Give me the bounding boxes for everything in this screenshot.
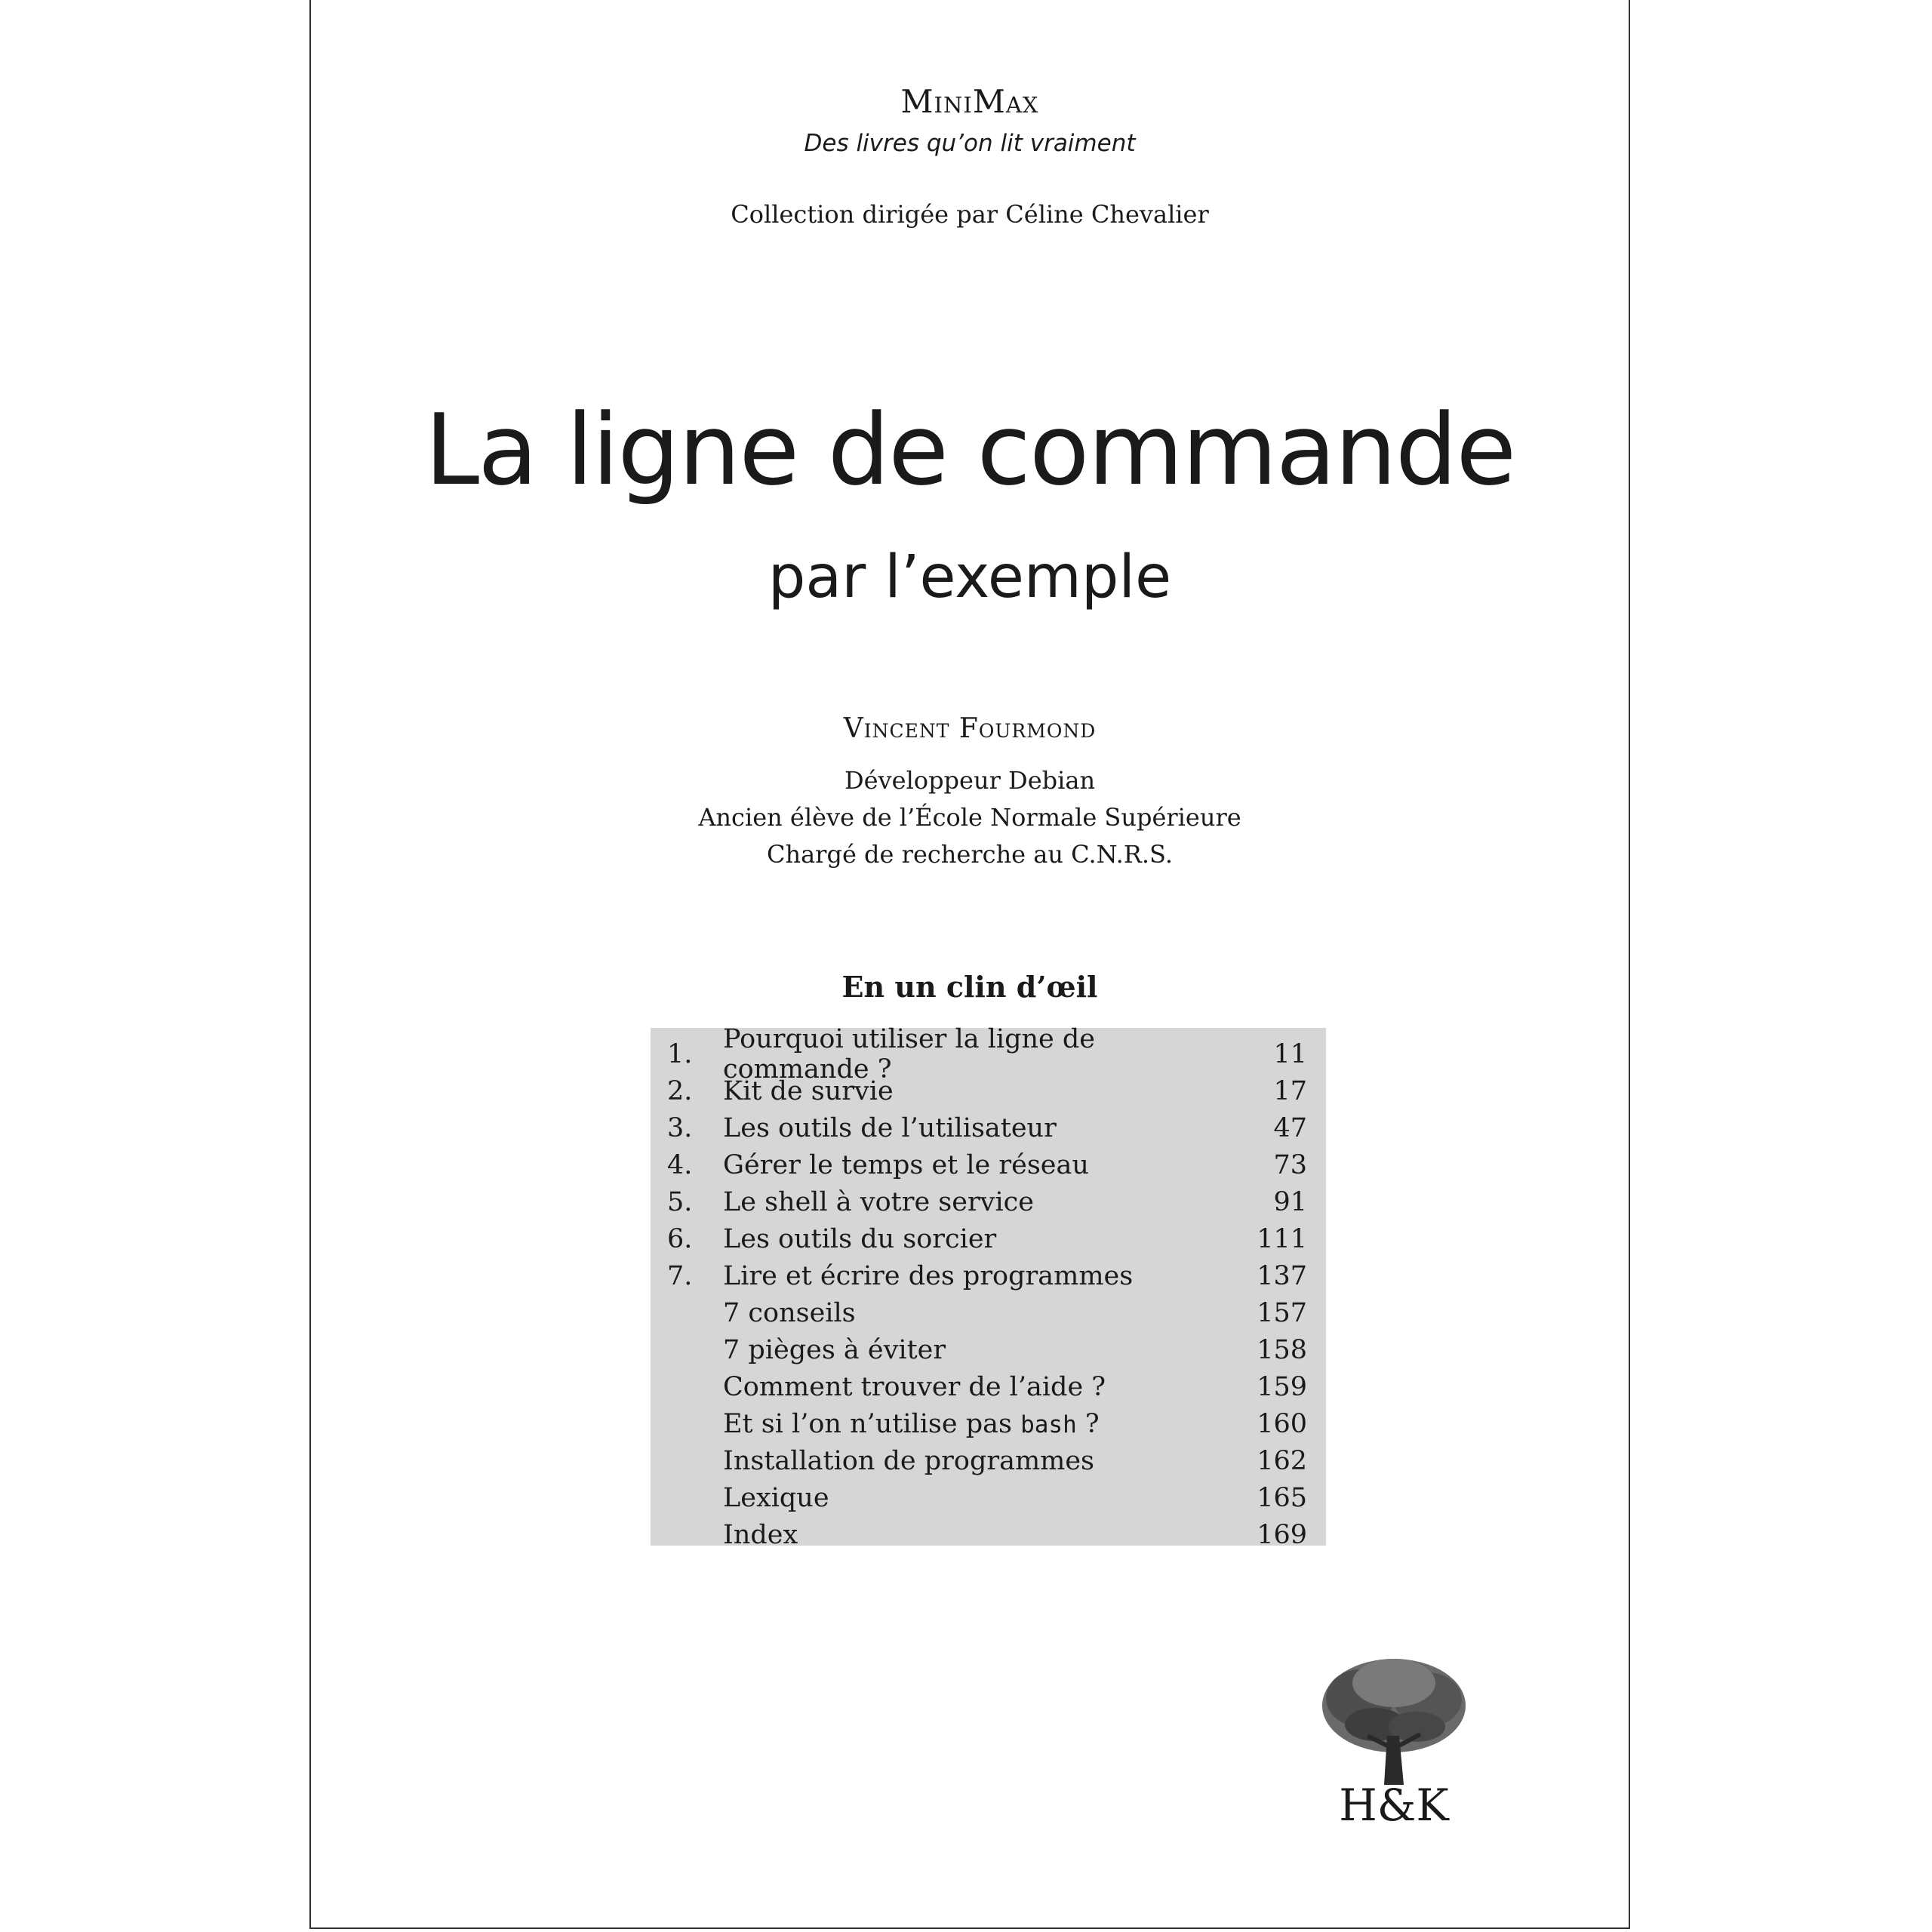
toc-page: 137 [1257, 1260, 1307, 1291]
toc-label: Installation de programmes [723, 1445, 1095, 1476]
toc-label-text: Et si l’on n’utilise pas [723, 1408, 1021, 1439]
toc-number: 3. [667, 1112, 693, 1143]
toc-row [667, 1516, 1307, 1553]
book-page [309, 0, 1630, 1929]
toc-number: 6. [667, 1223, 693, 1254]
toc-row [667, 1257, 1307, 1294]
toc-row [667, 1442, 1307, 1479]
toc-label: Comment trouver de l’aide ? [723, 1371, 1106, 1402]
toc-number: 4. [667, 1149, 693, 1180]
toc-row [667, 1183, 1307, 1220]
book-subtitle: par l’exemple [768, 543, 1172, 611]
toc-label: Les outils de l’utilisateur [723, 1112, 1057, 1143]
toc-label: Gérer le temps et le réseau [723, 1149, 1089, 1180]
toc-row [667, 1368, 1307, 1405]
toc-label-text: ? [1076, 1408, 1100, 1439]
oak-tree-icon [1322, 1659, 1466, 1785]
book-title: La ligne de commande [424, 392, 1515, 507]
toc-label: Le shell à votre service [723, 1186, 1034, 1217]
toc-label: Index [723, 1519, 798, 1550]
toc-label: 7 pièges à éviter [723, 1334, 946, 1365]
toc-label: Les outils du sorcier [723, 1223, 997, 1254]
toc-label [723, 1409, 1232, 1439]
toc-page: 159 [1257, 1371, 1307, 1402]
publisher-logo [1315, 1653, 1473, 1826]
toc-number: 1. [667, 1038, 693, 1069]
toc-label: Lexique [723, 1482, 829, 1513]
toc-row [667, 1072, 1307, 1109]
collection-director: Collection dirigée par Céline Chevalier [731, 200, 1209, 229]
toc-page: 169 [1257, 1519, 1307, 1550]
toc-row [667, 1331, 1307, 1368]
toc-page: 47 [1273, 1112, 1307, 1143]
toc-page: 165 [1257, 1482, 1307, 1513]
toc-row [667, 1294, 1307, 1331]
toc-row [667, 1479, 1307, 1516]
author-name: Vincent Fourmond [843, 713, 1097, 744]
toc-page: 162 [1257, 1445, 1307, 1476]
toc-page: 157 [1257, 1297, 1307, 1328]
toc-label: Kit de survie [723, 1075, 894, 1106]
toc-page: 73 [1273, 1149, 1307, 1180]
table-of-contents [651, 1023, 1326, 1550]
toc-row [667, 1109, 1307, 1146]
toc-row [667, 1405, 1307, 1442]
toc-page: 11 [1273, 1038, 1307, 1069]
toc-label: 7 conseils [723, 1297, 856, 1328]
author-role: Ancien élève de l’École Normale Supérieure [698, 803, 1241, 832]
toc-page: 17 [1273, 1075, 1307, 1106]
toc-row [667, 1023, 1307, 1084]
toc-page: 111 [1257, 1223, 1307, 1254]
series-tagline: Des livres qu’on lit vraiment [804, 130, 1136, 157]
toc-page: 158 [1257, 1334, 1307, 1365]
toc-number: 5. [667, 1186, 693, 1217]
toc-number: 7. [667, 1260, 693, 1291]
toc-row [667, 1220, 1307, 1257]
toc-label: Lire et écrire des programmes [723, 1260, 1134, 1291]
toc-label: Pourquoi utiliser la ligne de commande ? [723, 1023, 1096, 1084]
author-role: Développeur Debian [844, 766, 1096, 795]
toc-heading: En un clin d’œil [841, 970, 1098, 1004]
toc-page: 160 [1257, 1408, 1307, 1439]
toc-row [667, 1146, 1307, 1183]
toc-label-code: bash [1020, 1411, 1077, 1438]
author-role: Chargé de recherche au C.N.R.S. [766, 840, 1173, 869]
toc-number: 2. [667, 1075, 693, 1106]
publisher-initials: H&K [1339, 1780, 1449, 1826]
toc-page: 91 [1273, 1186, 1307, 1217]
series-name: MiniMax [900, 83, 1039, 120]
